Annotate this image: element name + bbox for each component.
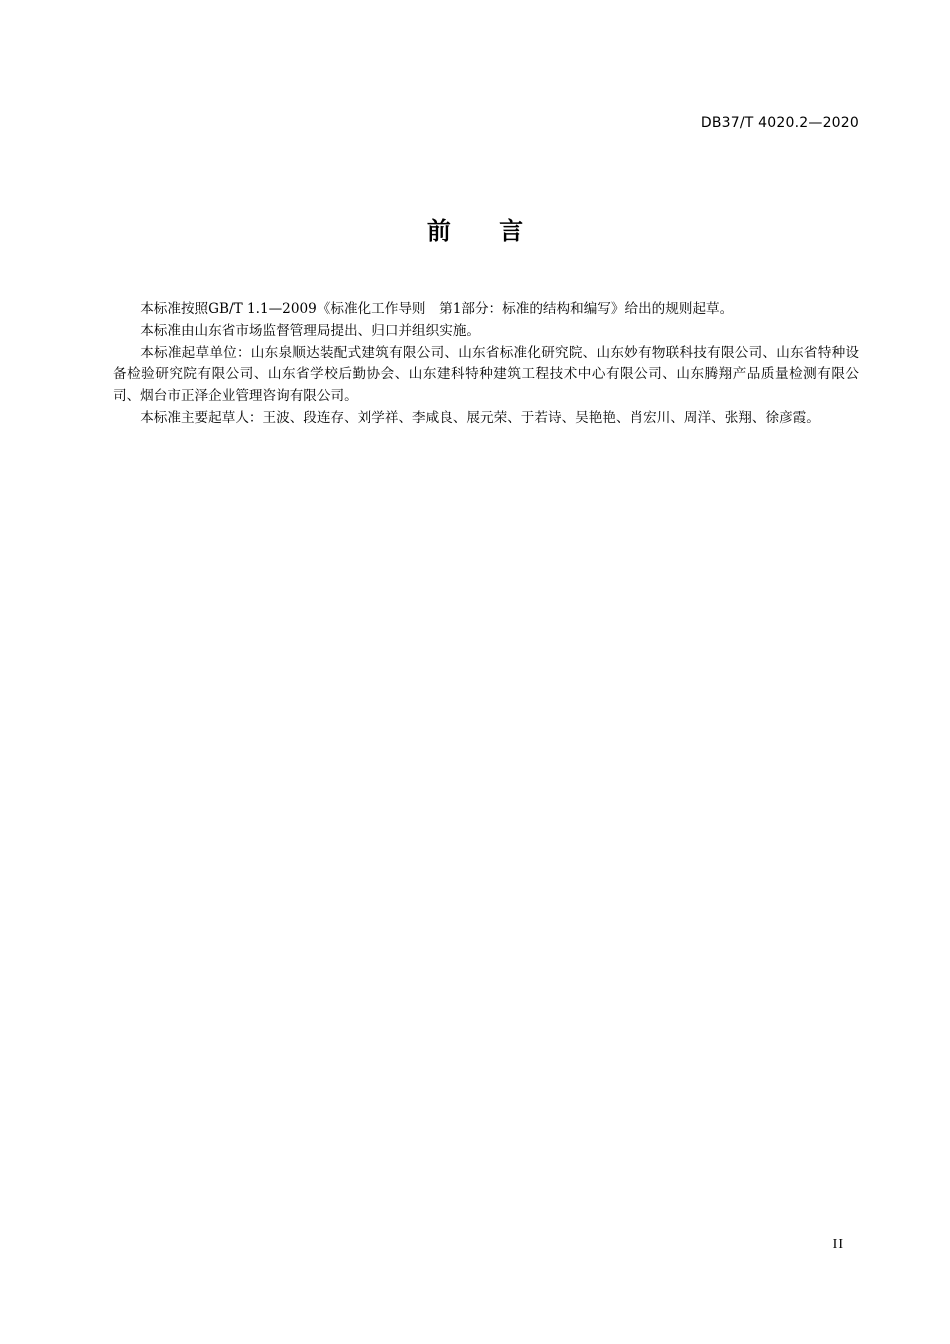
standard-code: DB37/T 4020.2—2020 bbox=[700, 115, 859, 131]
foreword-body bbox=[113, 299, 859, 430]
paragraph-drafting-rules: 本标准按照GB/T 1.1—2009《标准化工作导则 第1部分：标准的结构和编写》给出的规则起草。 bbox=[140, 301, 734, 317]
page-title: 前 言 bbox=[426, 217, 544, 245]
page-number: II bbox=[832, 1237, 844, 1252]
paragraph-proposer: 本标准由山东省市场监督管理局提出、归口并组织实施。 bbox=[140, 322, 481, 339]
paragraph-drafters: 本标准主要起草人：王波、段连存、刘学祥、李咸良、展元荣、于若诗、吴艳艳、肖宏川、周洋、张翔、徐彦霞。 bbox=[140, 409, 820, 426]
paragraph-drafting-units: 本标准起草单位：山东泉顺达装配式建筑有限公司、山东省标准化研究院、山东妙有物联科技有限公司、山东省特种设备检验研究院有限公司、山东省学校后勤协会、山东建科特种建筑工程技术中心有限公司、山东腾翔产品质量检测有限公司、烟台市正泽企业管理咨询有限公司。 bbox=[113, 344, 859, 405]
